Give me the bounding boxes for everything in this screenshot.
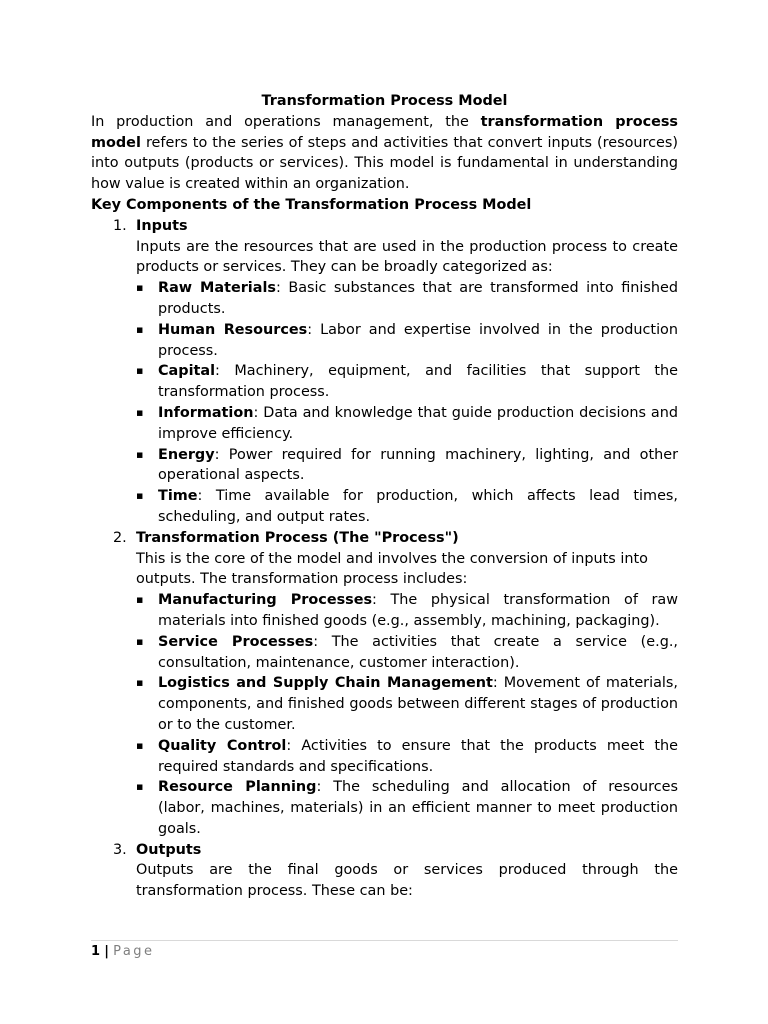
document-title: Transformation Process Model — [261, 93, 508, 109]
list-item — [136, 361, 678, 403]
bullet-icon: ▪ — [136, 281, 144, 295]
bullet-icon: ▪ — [136, 676, 144, 690]
item-text: : Data and knowledge that guide production decisions and improve efficiency. — [158, 404, 678, 442]
item-text: : Activities to ensure that the products meet the required standards and specifications. — [158, 737, 678, 775]
item-text: : Power required for running machinery, lighting, and other operational aspects. — [158, 446, 678, 484]
item-text: : The activities that create a service (e.g., consultation, maintenance, customer interaction). — [158, 633, 678, 671]
intro-paragraph — [91, 112, 678, 195]
intro-text-bold: transformation process model — [91, 113, 678, 151]
list-item — [136, 278, 678, 320]
item-term: Capital — [158, 363, 216, 380]
item-text: : Movement of materials, components, and finished goods between different stages of production or to the customer. — [158, 675, 678, 733]
item-term: Energy — [158, 446, 215, 463]
item-term: Manufacturing Processes — [158, 592, 373, 609]
list-item — [136, 777, 678, 839]
document-body — [91, 91, 678, 902]
section-title: Inputs — [136, 217, 188, 234]
bullet-icon: ▪ — [136, 634, 144, 648]
list-item — [136, 673, 678, 735]
list-item — [136, 590, 678, 632]
item-term: Information — [158, 404, 254, 421]
list-item — [136, 403, 678, 445]
list-item — [136, 736, 678, 778]
section-description: Inputs are the resources that are used in the production process to create products or services. They can be broadly categorized as: — [136, 238, 678, 276]
list-item — [136, 632, 678, 674]
intro-text-pre: In production and operations management, the — [91, 113, 481, 130]
section-inputs — [91, 216, 678, 528]
bullet-list — [136, 278, 678, 528]
item-term: Quality Control — [158, 737, 287, 754]
item-term: Service Processes — [158, 633, 314, 650]
item-term: Human Resources — [158, 321, 308, 338]
item-term: Resource Planning — [158, 779, 317, 796]
page-label: Page — [113, 944, 155, 959]
item-text: : Machinery, equipment, and facilities that support the transformation process. — [158, 363, 678, 401]
list-item — [136, 320, 678, 362]
section-transformation-process — [91, 528, 678, 840]
section-description: This is the core of the model and involves the conversion of inputs into outputs. The transformation process includes: — [136, 550, 648, 588]
footer-separator: | — [104, 944, 109, 959]
item-term: Raw Materials — [158, 280, 276, 297]
item-term: Logistics and Supply Chain Management — [158, 675, 493, 692]
section-title: Outputs — [136, 841, 202, 858]
page-number: 1 — [91, 944, 101, 959]
list-item — [136, 445, 678, 487]
page-footer — [91, 940, 678, 961]
item-text: : Basic substances that are transformed into finished products. — [158, 280, 678, 317]
item-text: : Time available for production, which affects lead times, scheduling, and output rates. — [158, 488, 678, 525]
bullet-icon: ▪ — [136, 322, 144, 336]
intro-text-post: refers to the series of steps and activities that convert inputs (resources) into outputs (products or services). This model is fundamental in understanding how value is created within an organization. — [91, 134, 678, 193]
list-item — [136, 486, 678, 528]
section-title: Transformation Process (The "Process") — [136, 529, 459, 546]
item-term: Time — [158, 488, 198, 505]
section-description: Outputs are the final goods or services produced through the transformation process. These can be: — [136, 862, 678, 900]
bullet-icon: ▪ — [136, 447, 144, 461]
bullet-icon: ▪ — [136, 405, 144, 419]
section-number: 3. — [113, 841, 127, 858]
section-outputs — [91, 840, 678, 902]
item-text: : The scheduling and allocation of resources (labor, machines, materials) in an efficient manner to meet production goals. — [158, 779, 678, 837]
bullet-icon: ▪ — [136, 364, 144, 378]
bullet-list — [136, 590, 678, 840]
section-number: 2. — [113, 529, 127, 546]
item-text: : Labor and expertise involved in the production process. — [158, 321, 678, 359]
bullet-icon: ▪ — [136, 489, 144, 503]
item-text: : The physical transformation of raw materials into finished goods (e.g., assembly, machining, packaging). — [158, 592, 678, 629]
bullet-icon: ▪ — [136, 593, 144, 607]
section-number: 1. — [113, 217, 127, 234]
bullet-icon: ▪ — [136, 780, 144, 794]
bullet-icon: ▪ — [136, 738, 144, 752]
section-heading: Key Components of the Transformation Process Model — [91, 196, 532, 213]
